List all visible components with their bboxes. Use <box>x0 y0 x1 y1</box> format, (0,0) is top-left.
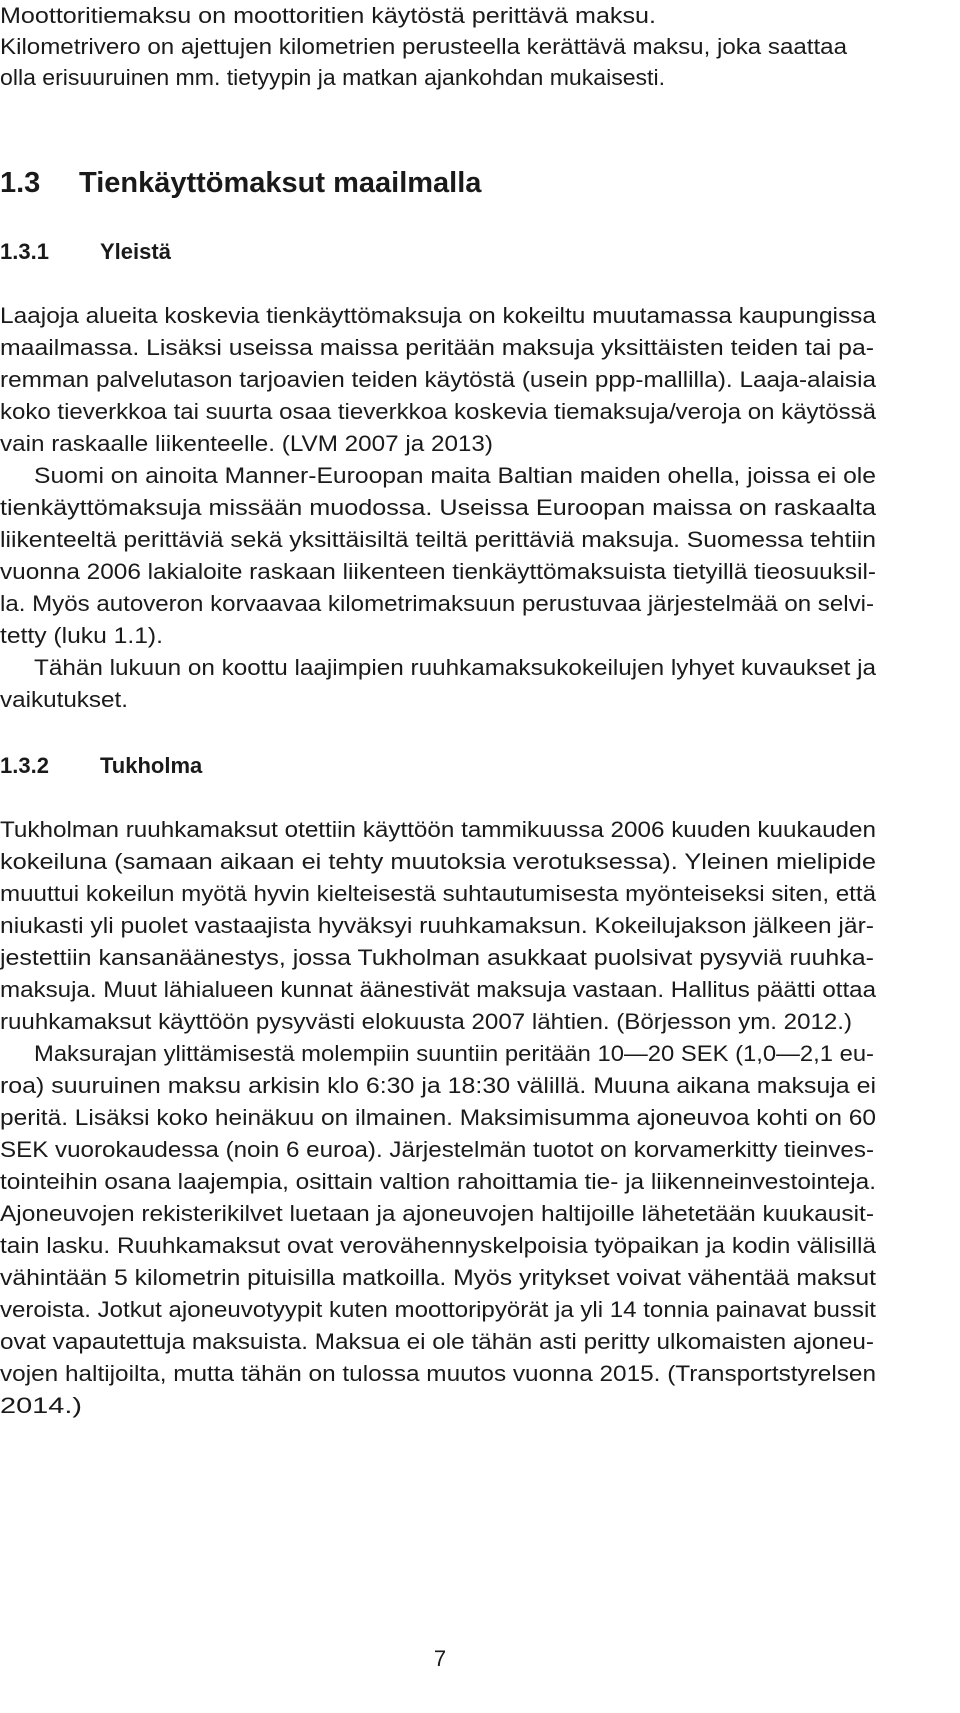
page-number: 7 <box>433 1646 447 1671</box>
